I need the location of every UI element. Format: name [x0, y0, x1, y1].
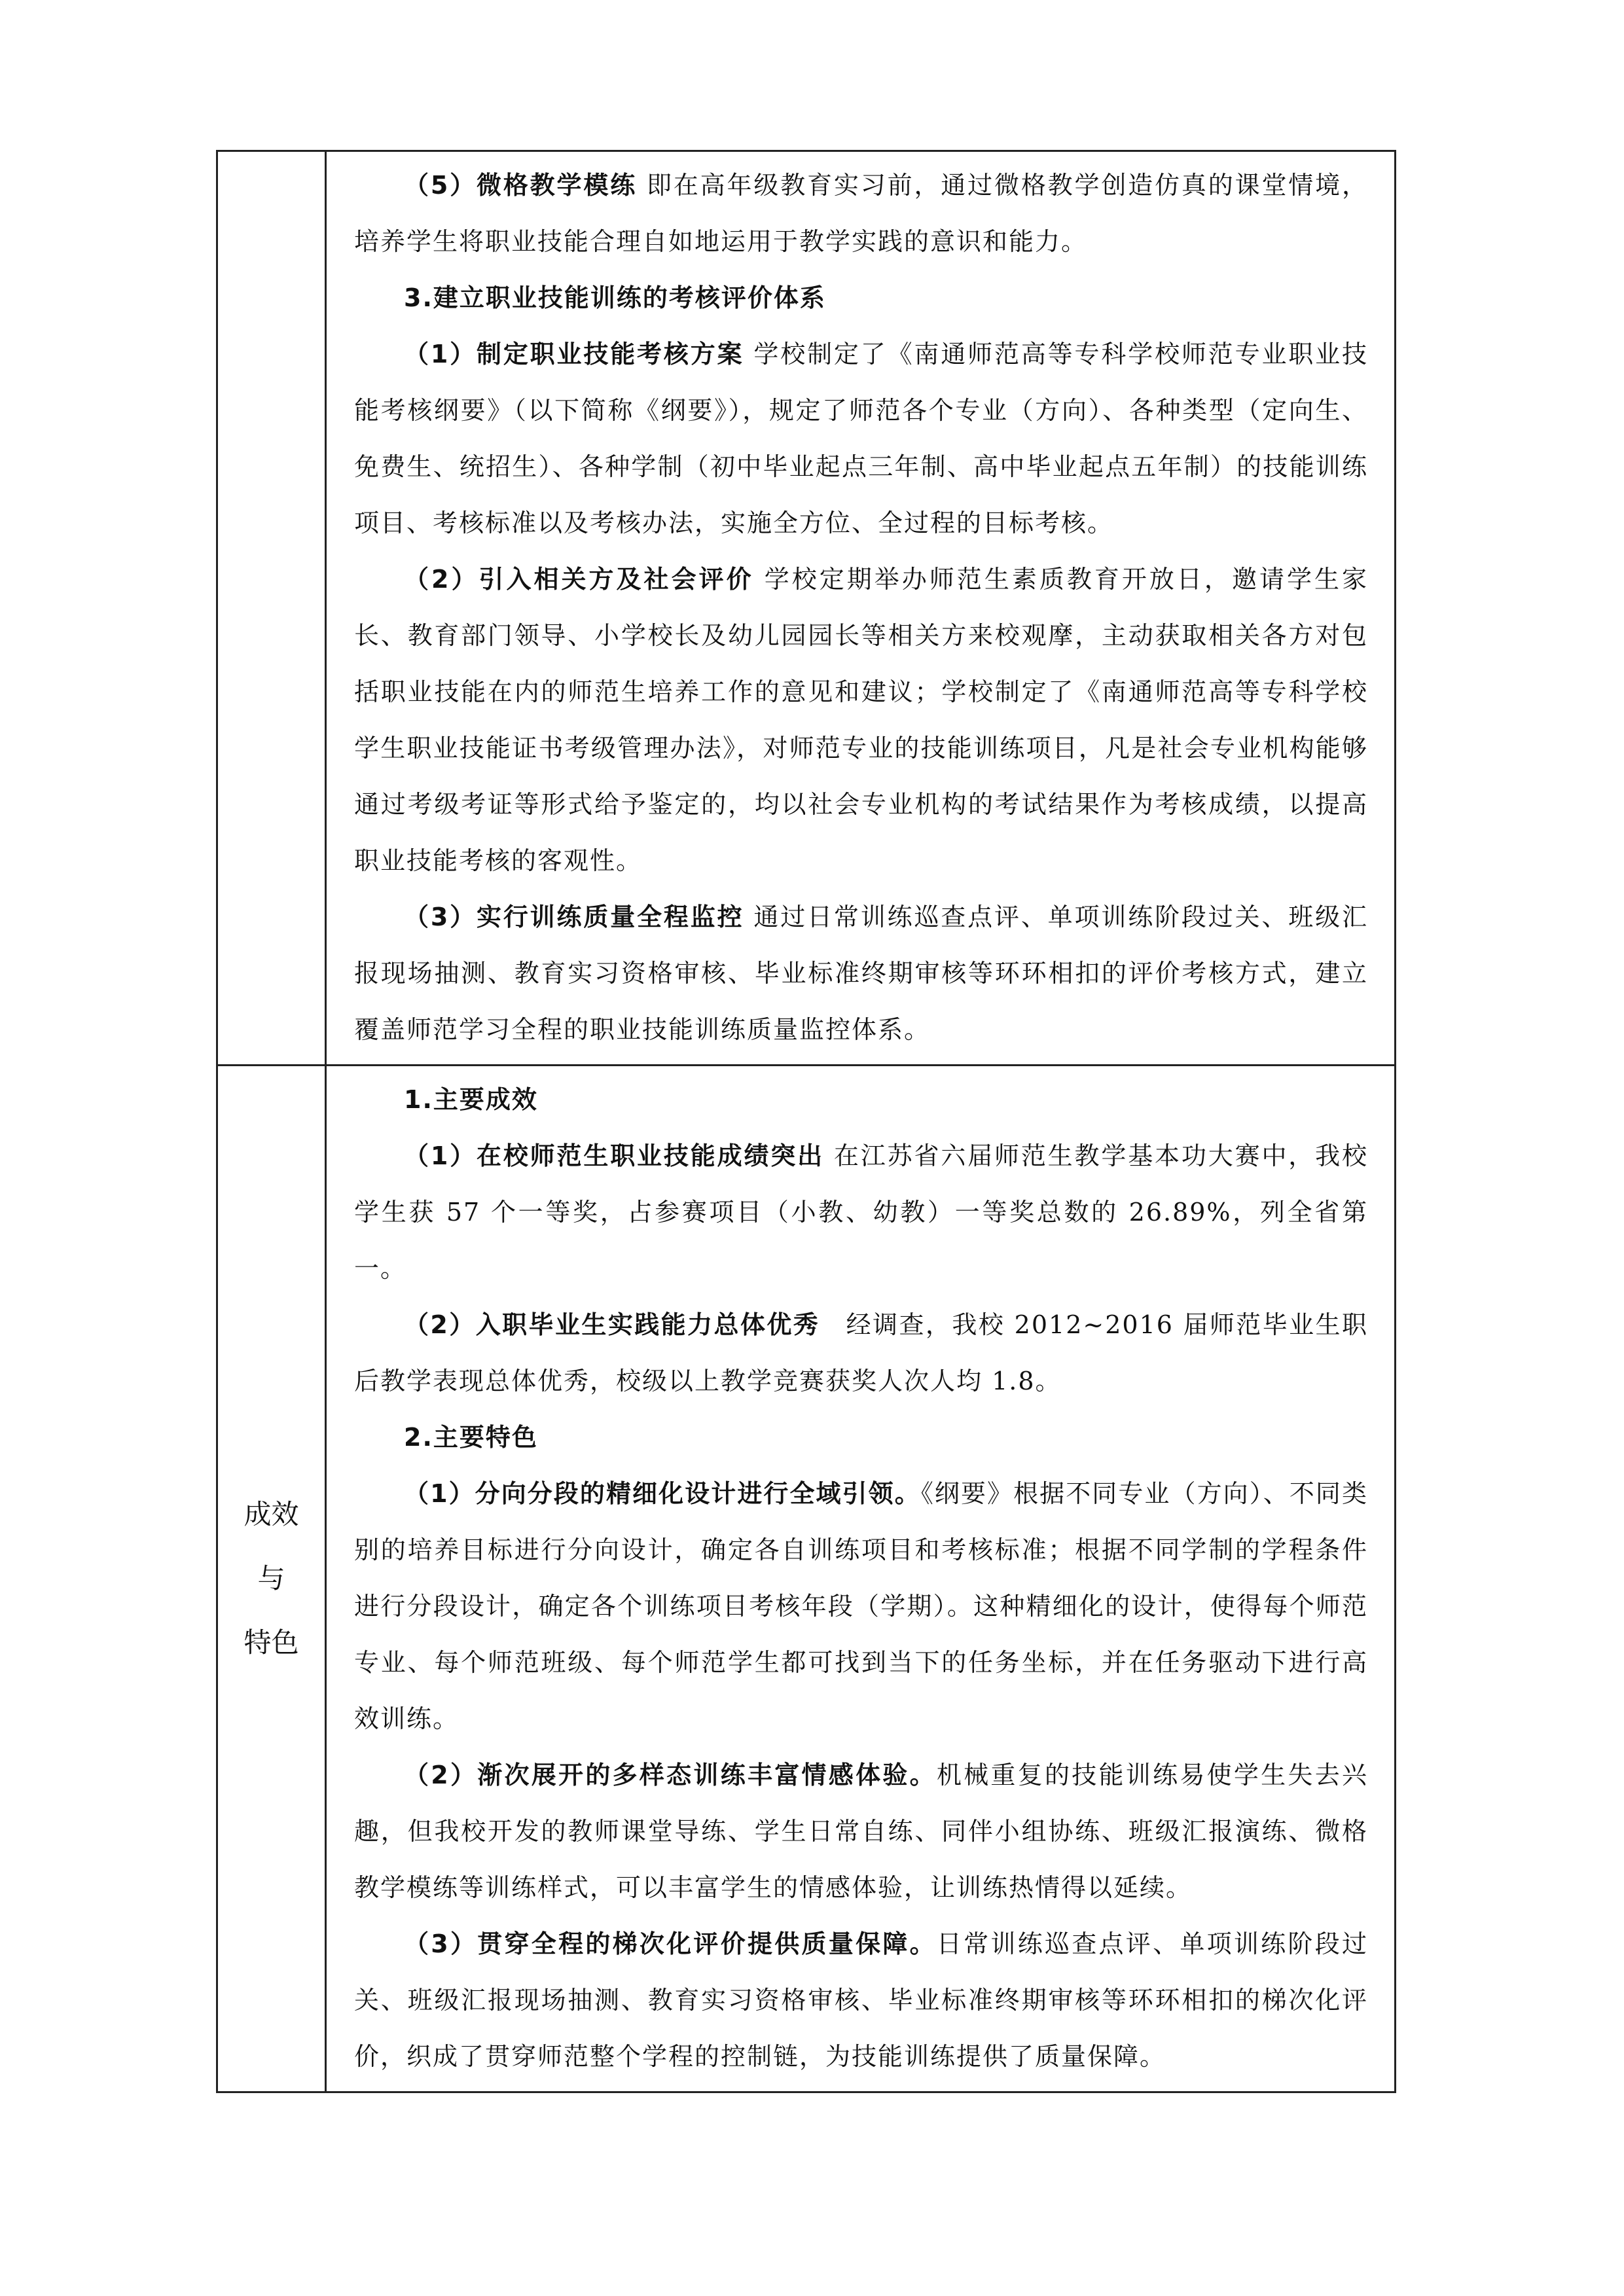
- paragraph-lead: 1.主要成效: [404, 1085, 538, 1114]
- paragraph: [354, 551, 1368, 889]
- paragraph-lead: （2）入职毕业生实践能力总体优秀: [404, 1310, 820, 1339]
- paragraph-text: 学校制定了《南通师范高等专科学校师范专业职业技能考核纲要》（以下简称《纲要》），规定了师范各个专业（方向）、各种类型（定向生、免费生、统招生）、各种学制（初中毕业起点三年制、高中毕业起点五年制）的技能训练项目、考核标准以及考核办法，实施全方位、全过程的目标考核。: [354, 340, 1368, 537]
- paragraph-text: 机械重复的技能训练易使学生失去兴趣，但我校开发的教师课堂导练、学生日常自练、同伴小组协练、班级汇报演练、微格教学模练等训练样式，可以丰富学生的情感体验，让训练热情得以延续。: [354, 1761, 1368, 1902]
- row-label-empty: [217, 151, 326, 1066]
- paragraph-lead: （2）引入相关方及社会评价: [404, 565, 754, 594]
- content-table: [216, 150, 1396, 2093]
- paragraph: [354, 1465, 1368, 1747]
- paragraph: [354, 1128, 1368, 1297]
- paragraph: [354, 1916, 1368, 2085]
- paragraph-text: 经调查，我校 2012~2016 届师范毕业生职后教学表现总体优秀，校级以上教学竞赛获奖人次人均 1.8。: [354, 1310, 1368, 1395]
- section-heading: [354, 1409, 1368, 1465]
- paragraph-lead: （1）在校师范生职业技能成绩突出: [404, 1141, 824, 1170]
- paragraph-text: 通过日常训练巡查点评、单项训练阶段过关、班级汇报现场抽测、教育实习资格审核、毕业标准终期审核等环环相扣的评价考核方式，建立覆盖师范学习全程的职业技能训练质量监控体系。: [354, 903, 1368, 1044]
- paragraph-text: 《纲要》根据不同专业（方向）、不同类别的培养目标进行分向设计，确定各自训练项目和考核标准；根据不同学制的学程条件进行分段设计，确定各个训练项目考核年段（学期）。这种精细化的设计，使得每个师范专业、每个师范班级、每个师范学生都可找到当下的任务坐标，并在任务驱动下进行高效训练。: [354, 1479, 1368, 1733]
- paragraph-lead: （1）制定职业技能考核方案: [404, 340, 744, 368]
- row-body-measures: [326, 151, 1396, 1066]
- row-label-results: [217, 1066, 326, 2092]
- row-label-line: 与: [257, 1562, 285, 1594]
- paragraph-lead: （3）贯穿全程的梯次化评价提供质量保障。: [404, 1929, 937, 1958]
- section-heading: [354, 1071, 1368, 1128]
- paragraph-lead: （2）渐次展开的多样态训练丰富情感体验。: [404, 1761, 937, 1789]
- paragraph-text: 在江苏省六届师范生教学基本功大赛中，我校学生获 57 个一等奖，占参赛项目（小教、幼教）一等奖总数的 26.89%，列全省第一。: [354, 1141, 1368, 1283]
- paragraph-text: 日常训练巡查点评、单项训练阶段过关、班级汇报现场抽测、教育实习资格审核、毕业标准终期审核等环环相扣的梯次化评价，织成了贯穿师范整个学程的控制链，为技能训练提供了质量保障。: [354, 1929, 1368, 2071]
- section-heading: [354, 270, 1368, 326]
- paragraph: [354, 1297, 1368, 1409]
- row-label-line: 特色: [244, 1626, 299, 1659]
- paragraph-lead: （5）微格教学模练: [404, 171, 638, 200]
- table-row-results: [217, 1066, 1396, 2092]
- table-row-measures: [217, 151, 1396, 1066]
- paragraph-text: 学校定期举办师范生素质教育开放日，邀请学生家长、教育部门领导、小学校长及幼儿园园长等相关方来校观摩，主动获取相关各方对包括职业技能在内的师范生培养工作的意见和建议；学校制定了《南通师范高等专科学校学生职业技能证书考级管理办法》，对师范专业的技能训练项目，凡是社会专业机构能够通过考级考证等形式给予鉴定的，均以社会专业机构的考试结果作为考核成绩，以提高职业技能考核的客观性。: [354, 565, 1368, 875]
- paragraph: [354, 1747, 1368, 1916]
- paragraph-lead: （3）实行训练质量全程监控: [404, 903, 744, 931]
- paragraph: [354, 157, 1368, 270]
- paragraph-lead: 2.主要特色: [404, 1423, 538, 1452]
- paragraph: [354, 326, 1368, 551]
- paragraph-text: 即在高年级教育实习前，通过微格教学创造仿真的课堂情境，培养学生将职业技能合理自如地运用于教学实践的意识和能力。: [354, 171, 1368, 256]
- row-body-results: [326, 1066, 1396, 2092]
- paragraph-lead: （1）分向分段的精细化设计进行全域引领。: [404, 1479, 921, 1508]
- paragraph-lead: 3.建立职业技能训练的考核评价体系: [404, 283, 826, 312]
- paragraph: [354, 889, 1368, 1058]
- row-label-line: 成效: [244, 1498, 299, 1530]
